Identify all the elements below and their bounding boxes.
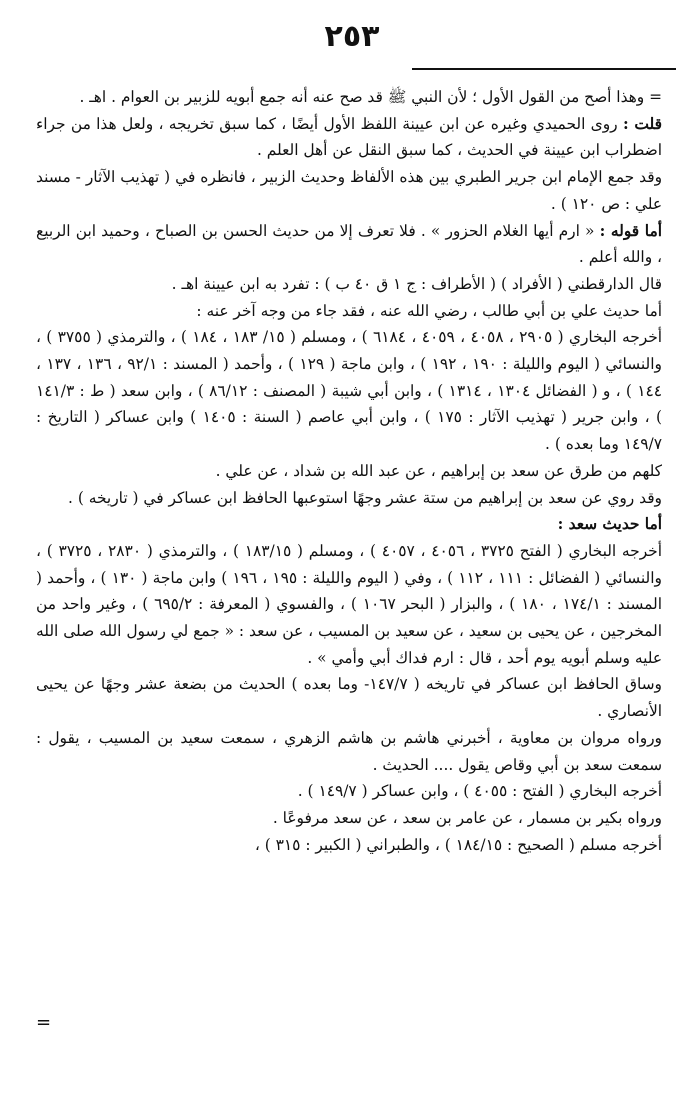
paragraph-qawluhu-text: « ارم أيها الغلام الحزور » . فلا تعرف إلا من حديث الحسن بن الصباح ، وحميد ابن الربيع ، والله أعلم . [36, 221, 662, 267]
paragraph-saad-takhrij: أخرجه البخاري ( الفتح ٣٧٢٥ ، ٤٠٥٦ ، ٤٠٥٧ ) ، ومسلم ( ١٨٣/١٥ ) ، والترمذي ( ٢٨٣٠ ، ٣٧٢٥ ) ، والنسائي ( الفضائل : ١١١ ، ١١٢ ) ، وفي ( اليوم والليلة : ١٩٥ ، ١٩٦ ) وابن ماجة ( ١٣٠ ) ، وأحمد ( المسند : ١٧٤/١ ، ١٨٠ ) ، والبزار ( البحر ١٠٦٧ ) ، والفسوي ( المعرفة : ٦٩٥/٢ ) ، وغير واحد من المخرجين ، عن يحيى بن سعيد ، عن سعيد بن المسيب ، عن سعد : « جمع لي رسول الله صلى الله عليه وسلم أبويه يوم أحد ، قال : ارم فداك أبي وأمي » . [36, 541, 662, 667]
heading-saad: أما حديث سعد : [557, 515, 662, 534]
paragraph-marwan: ورواه مروان بن معاوية ، أخبرني هاشم بن هاشم الزهري ، سمعت سعيد بن المسيب ، يقول : سمعت سعد بن أبي وقاص يقول .... الحديث . [36, 728, 662, 774]
paragraph-ali-heading: أما حديث علي بن أبي طالب ، رضي الله عنه ، فقد جاء من وجه آخر عنه : [196, 301, 662, 320]
paragraph-ali-ibn-asakir: وقد روي عن سعد بن إبراهيم من ستة عشر وجهًا استوعبها الحافظ ابن عساكر في ( تاريخه ) . [68, 488, 662, 507]
paragraph-ali-routes: كلهم من طرق عن سعد بن إبراهيم ، عن عبد الله بن شداد ، عن علي . [215, 461, 662, 480]
paragraph-muslim-tabarani: أخرجه مسلم ( الصحيح : ١٨٤/١٥ ) ، والطبراني ( الكبير : ٣١٥ ) ، [254, 835, 662, 854]
paragraph-qult-text: روى الحميدي وغيره عن ابن عيينة اللفظ الأول أيضًا ، كما سبق تخريجه ، ولعل هذا من جراء اضطراب ابن عيينة في الحديث ، كما سبق النقل عن أهل العلم . [36, 114, 662, 160]
page-number: ٢٥٣ [324, 19, 380, 54]
paragraph-ali-takhrij: أخرجه البخاري ( ٢٩٠٥ ، ٤٠٥٨ ، ٤٠٥٩ ، ٦١٨٤ ) ، ومسلم ( ١٥/ ١٨٣ ، ١٨٤ ) ، والترمذي ( ٣٧٥٥ ) ، والنسائي ( اليوم والليلة : ١٩٠ ، ١٩٢ ) ، وابن ماجة ( ١٢٩ ) ، وأحمد ( المسند : ٩٢/١ ، ١٣٦ ، ١٣٧ ، ١٤٤ ) ، و ( الفضائل ١٣٠٤ ، ١٣١٤ ) ، وابن أبي شيبة ( المصنف : ٨٦/١٢ ) ، وابن سعد ( ط : ١٤١/٣ ) ، وابن جرير ( تهذيب الآثار : ١٧٥ ) ، وابن أبي عاصم ( السنة : ١٤٠٥ ) وابن عساكر ( التاريخ : ١٤٩/٧ وما بعده ) . [36, 328, 662, 454]
continuation-mark: = [36, 1012, 52, 1033]
paragraph-qult [36, 111, 662, 164]
paragraph-bukayr: ورواه بكير بن مسمار ، عن عامر بن سعد ، عن سعد مرفوعًا . [272, 808, 662, 827]
paragraph-qawluhu [36, 218, 662, 271]
qult-label: قلت : [622, 114, 662, 133]
qawluhu-label: أما قوله : [599, 221, 662, 240]
paragraph-saad-ibn-asakir: وساق الحافظ ابن عساكر في تاريخه ( ١٤٧/٧- وما بعده ) الحديث من بضعة عشر وجهًا عن يحيى الأنصاري . [36, 675, 662, 721]
paragraph-tabari: وقد جمع الإمام ابن جرير الطبري بين هذه الألفاظ وحديث الزبير ، فانظره في ( تهذيب الآثار - مسند علي : ص ١٢٠ ) . [36, 168, 662, 213]
header-rule [412, 68, 676, 70]
paragraph-daraqutni: قال الدارقطني ( الأفراد ) ( الأطراف : ج ١ ق ٤٠ ب ) : تفرد به ابن عيينة اهـ . [171, 274, 662, 293]
paragraph-bukhari-ibn-asakir: أخرجه البخاري ( الفتح : ٤٠٥٥ ) ، وابن عساكر ( ١٤٩/٧ ) . [297, 782, 662, 801]
paragraph-continuation: = وهذا أصح من القول الأول ؛ لأن النبي ﷺ قد صح عنه أنه جمع أبويه للزبير بن العوام . اهـ . [79, 88, 662, 106]
page-body [36, 84, 662, 858]
